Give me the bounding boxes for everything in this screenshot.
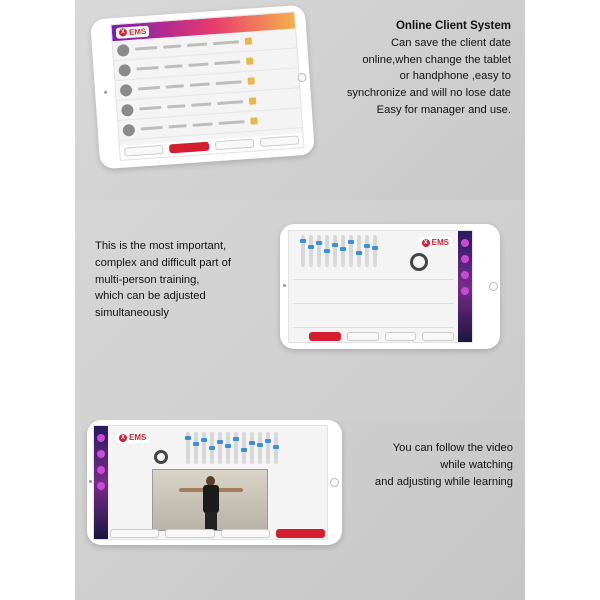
footer-button[interactable] — [124, 145, 164, 157]
edit-icon[interactable] — [249, 97, 256, 104]
ems-logo: X EMS — [116, 432, 149, 443]
channel-slider[interactable] — [194, 432, 198, 464]
channel-slider[interactable] — [349, 235, 353, 267]
ems-logo: X EMS — [419, 237, 452, 248]
channel-slider[interactable] — [242, 432, 246, 464]
edit-icon[interactable] — [250, 117, 257, 124]
text-line: This is the most important, — [95, 240, 227, 252]
multi-person-text — [95, 238, 275, 322]
channel-slider[interactable] — [210, 432, 214, 464]
text-line: complex and difficult part of — [95, 256, 231, 269]
intensity-dial[interactable] — [154, 450, 168, 464]
channel-slider[interactable] — [274, 432, 278, 464]
channel-slider[interactable] — [250, 432, 254, 464]
user-grid — [293, 279, 454, 328]
footer-button[interactable] — [110, 529, 159, 538]
video-training-footer — [110, 529, 325, 537]
text-line: simultaneously — [95, 307, 169, 320]
channel-slider[interactable] — [373, 235, 377, 267]
channel-slider[interactable] — [226, 432, 230, 464]
text-line: Can save the client date — [390, 36, 511, 49]
text-line: and adjusting while learning — [374, 475, 513, 488]
tablet-client-list — [90, 5, 315, 170]
channel-slider[interactable] — [202, 432, 206, 464]
start-button[interactable] — [309, 332, 341, 341]
video-training-screen — [93, 425, 328, 540]
channel-slider[interactable] — [301, 235, 305, 267]
home-button — [297, 73, 307, 83]
avatar — [120, 83, 133, 96]
online-client-text — [311, 18, 511, 119]
channel-sliders — [186, 432, 278, 464]
channel-slider[interactable] — [309, 235, 313, 267]
edit-icon[interactable] — [246, 57, 253, 64]
avatar — [118, 63, 131, 76]
camera-dot — [104, 91, 107, 94]
text-line: synchronize and will no lose date — [346, 87, 511, 100]
channel-slider[interactable] — [333, 235, 337, 267]
channel-slider[interactable] — [341, 235, 345, 267]
text-line: You can follow the video — [392, 442, 513, 454]
channel-slider[interactable] — [266, 432, 270, 464]
tablet-video-training — [87, 420, 342, 545]
multi-training-screen — [288, 230, 473, 343]
ems-logo: X EMS — [116, 25, 150, 38]
avatar — [117, 44, 130, 57]
footer-button[interactable] — [385, 332, 417, 341]
intensity-dial[interactable] — [410, 253, 428, 271]
footer-button[interactable] — [221, 529, 270, 538]
text-line: or handphone ,easy to — [399, 70, 511, 83]
edit-icon[interactable] — [247, 77, 254, 84]
channel-slider[interactable] — [365, 235, 369, 267]
video-training-text — [333, 440, 513, 490]
mode-strip — [94, 426, 108, 539]
section-title: Online Client System — [395, 20, 511, 32]
tablet-multi-training — [280, 224, 500, 349]
channel-slider[interactable] — [186, 432, 190, 464]
footer-button[interactable] — [165, 529, 214, 538]
text-line: online,when change the tablet — [362, 53, 511, 66]
channel-sliders — [301, 235, 377, 267]
start-button[interactable] — [276, 529, 325, 538]
camera-dot — [283, 284, 286, 287]
home-button — [489, 282, 498, 291]
client-list-screen — [110, 11, 304, 161]
footer-button[interactable] — [214, 139, 254, 151]
mode-strip — [458, 231, 472, 342]
text-line: Easy for manager and use. — [376, 103, 511, 116]
channel-slider[interactable] — [325, 235, 329, 267]
edit-icon[interactable] — [245, 37, 252, 44]
camera-dot — [89, 480, 92, 483]
footer-button[interactable] — [259, 135, 299, 147]
training-video[interactable] — [152, 469, 268, 531]
text-line: multi-person training, — [95, 273, 200, 286]
text-line: while watching — [440, 458, 513, 471]
footer-button[interactable] — [347, 332, 379, 341]
footer-button[interactable] — [422, 332, 454, 341]
channel-slider[interactable] — [357, 235, 361, 267]
channel-slider[interactable] — [234, 432, 238, 464]
section-online-client — [75, 0, 525, 200]
section-video-training — [75, 420, 525, 600]
text-line: which can be adjusted — [95, 290, 206, 303]
channel-slider[interactable] — [218, 432, 222, 464]
add-client-button[interactable] — [169, 142, 209, 154]
channel-slider[interactable] — [258, 432, 262, 464]
avatar — [121, 103, 134, 116]
multi-training-footer — [309, 332, 454, 340]
avatar — [122, 123, 135, 136]
channel-slider[interactable] — [317, 235, 321, 267]
section-multi-person — [75, 200, 525, 420]
